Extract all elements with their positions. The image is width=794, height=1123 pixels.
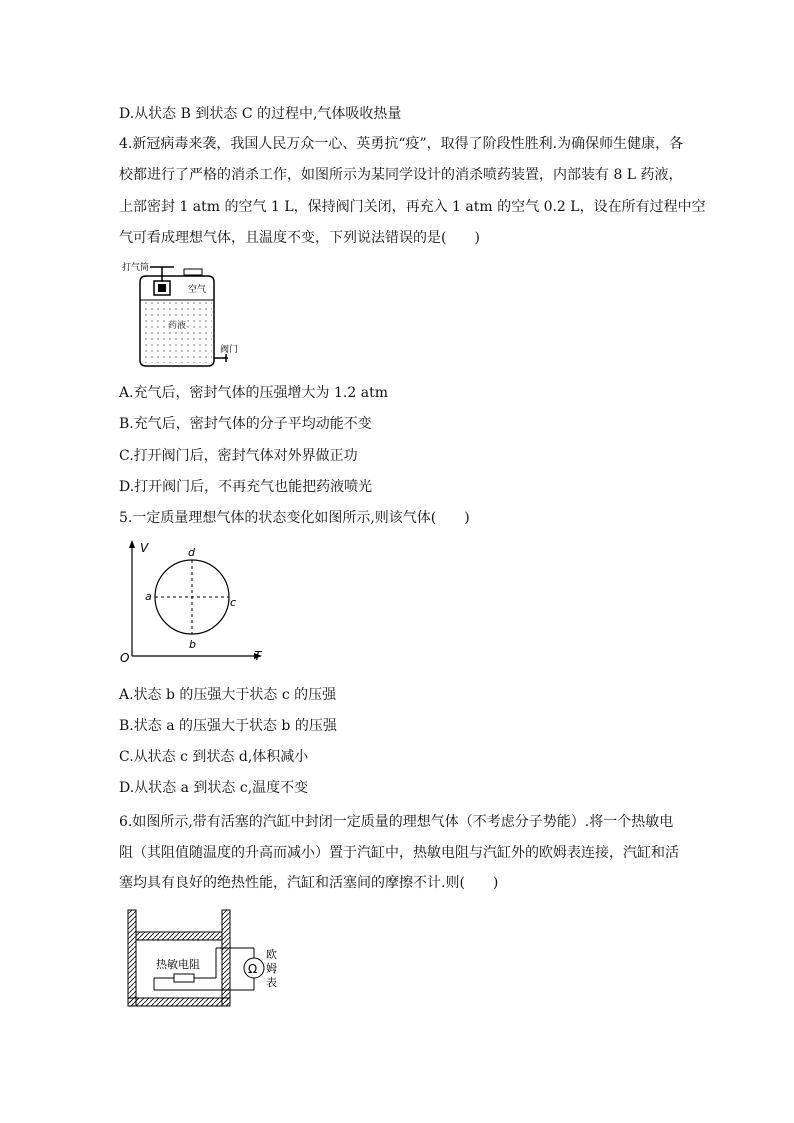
q4-valve-label: 阀门 bbox=[220, 345, 239, 355]
q6-stem-line-1: 6.如图所示,带有活塞的汽缸中封闭一定质量的理想气体（不考虑分子势能）.将一个热敏电 bbox=[119, 814, 674, 830]
q5-v-axis-label: V bbox=[140, 541, 149, 555]
q5-point-a: a bbox=[145, 590, 152, 603]
q5-option-a: A.状态 b 的压强大于状态 c 的压强 bbox=[119, 687, 337, 703]
q6-piston bbox=[136, 932, 222, 940]
q4-option-a: A.充气后，密封气体的压强增大为 1.2 atm bbox=[119, 385, 388, 401]
q5-point-b: b bbox=[189, 638, 196, 651]
q4-stem-line-2: 校都进行了严格的消杀工作，如图所示为某同学设计的消杀喷药装置，内部装有 8 L 药液， bbox=[119, 167, 683, 183]
q5-stem: 5.一定质量理想气体的状态变化如图所示,则该气体( ) bbox=[119, 510, 470, 526]
q4-stem-line-1: 4.新冠病毒来袭，我国人民万众一心、英勇抗“疫”，取得了阶段性胜利.为确保师生健康，各 bbox=[119, 136, 684, 152]
q4-option-b: B.充气后，密封气体的分子平均动能不变 bbox=[119, 416, 372, 432]
q4-air-label: 空气 bbox=[188, 285, 207, 295]
q4-option-c: C.打开阀门后，密封气体对外界做正功 bbox=[119, 448, 358, 464]
q4-stem-line-4: 气可看成理想气体，且温度不变，下列说法错误的是( ) bbox=[119, 230, 480, 246]
q4-sprayer-figure bbox=[120, 258, 250, 373]
q6-meter-label-1: 欧 bbox=[266, 948, 277, 961]
q5-point-d: d bbox=[188, 546, 195, 559]
q5-t-axis-label: T bbox=[254, 649, 262, 663]
q6-resistor-label: 热敏电阻 bbox=[156, 958, 200, 971]
q6-meter-label-2: 姆 bbox=[266, 962, 277, 975]
q6-cylinder-figure bbox=[124, 908, 294, 1012]
q5-option-c: C.从状态 c 到状态 d,体积减小 bbox=[119, 749, 309, 765]
q5-option-b: B.状态 a 的压强大于状态 b 的压强 bbox=[119, 718, 337, 734]
q5-vt-graph bbox=[118, 538, 268, 666]
q4-liquid-label: 药液 bbox=[168, 321, 187, 331]
q5-point-c: c bbox=[230, 596, 237, 609]
q6-stem-line-3: 塞均具有良好的绝热性能，汽缸和活塞间的摩擦不计.则( ) bbox=[119, 875, 499, 891]
q6-meter-label-3: 表 bbox=[266, 976, 277, 989]
q5-origin-label: O bbox=[120, 651, 130, 665]
q3-option-d: D.从状态 B 到状态 C 的过程中,气体吸收热量 bbox=[119, 106, 402, 122]
q4-option-d: D.打开阀门后，不再充气也能把药液喷光 bbox=[119, 479, 373, 495]
q6-thermistor bbox=[174, 974, 194, 982]
q4-stem-line-3: 上部密封 1 atm 的空气 1 L，保持阀门关闭，再充入 1 atm 的空气 0.2 L，设在所有过程中空 bbox=[119, 199, 706, 215]
q6-stem-line-2: 阻（其阻值随温度的升高而减小）置于汽缸中，热敏电阻与汽缸外的欧姆表连接，汽缸和活 bbox=[119, 845, 679, 861]
q5-option-d: D.从状态 a 到状态 c,温度不变 bbox=[119, 780, 309, 796]
q6-ohm-symbol: Ω bbox=[248, 962, 258, 976]
q4-pump-label: 打气筒 bbox=[122, 263, 150, 273]
